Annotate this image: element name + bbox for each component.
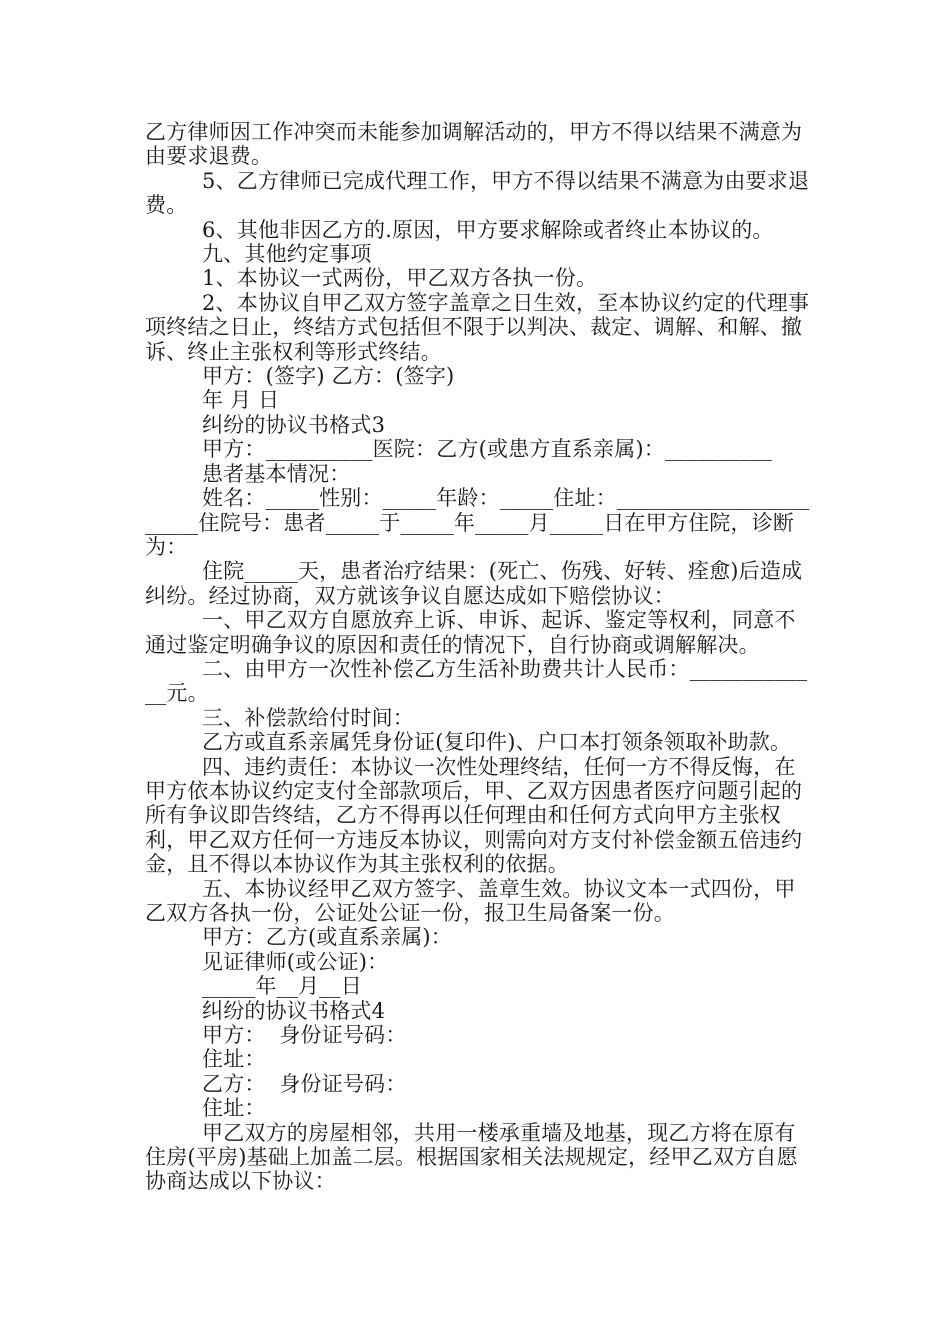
paragraph: 6、其他非因乙方的.原因，甲方要求解除或者终止本协议的。 (202, 217, 774, 242)
signature-line: 甲方：(签字) 乙方：(签字) (202, 364, 455, 389)
paragraph: 乙方律师因工作冲突而未能参加调解活动的，甲方不得以结果不满意为由要求退费。 (145, 120, 803, 169)
paragraph: 1、本协议一式两份，甲乙双方各执一份。 (202, 266, 598, 291)
date-line: 年 月 日 (202, 388, 280, 413)
patient-info: 姓名：_____性别：_____年龄：_____住址：_______________________住院号：患者_____于_____年_____月_____日在甲方住院，诊断为： (145, 486, 810, 559)
paragraph: 2、本协议自甲乙双方签字盖章之日生效，至本协议约定的代理事项终结之日止，终结方式包括但不限于以判决、裁定、调解、和解、撤诉、终止主张权利等形式终结。 (145, 290, 810, 364)
paragraph: 患者基本情况： (202, 461, 351, 486)
paragraph: 甲乙双方的房屋相邻，共用一楼承重墙及地基，现乙方将在原有住房(平房)基础上加盖二层。根据国家相关法规规定，经甲乙双方自愿协商达成以下协议： (145, 1120, 798, 1194)
paragraph: 住院_____天，患者治疗结果：(死亡、伤残、好转、痊愈)后造成纠纷。经过协商，双方就该争议自愿达成如下赔偿协议： (145, 559, 803, 608)
section-heading: 三、补偿款给付时间： (202, 705, 414, 730)
document-body (145, 120, 810, 1194)
paragraph: 乙方或直系亲属凭身份证(复印件)、户口本打领条领取补助款。 (202, 730, 792, 755)
party-line: 甲方：__________医院：乙方(或患方直系亲属)：__________ (202, 437, 772, 462)
section-title: 纠纷的协议书格式3 (202, 412, 386, 437)
signature-line: 甲方：乙方(或直系亲属)： (202, 925, 452, 950)
paragraph: 四、违约责任：本协议一次性处理终结，任何一方不得反悔，在甲方依本协议约定支付全部款项后，甲、乙双方因患者医疗问题引起的所有争议即告终结，乙方不得再以任何理由和任何方式向甲方主张权利，甲乙双方任何一方违反本协议，则需向对方支付补偿金额五倍违约金，且不得以本协议作为其主张权利的依据。 (145, 754, 803, 877)
witness-line: 见证律师(或公证)： (202, 949, 389, 974)
party-line: 甲方： 身份证号码： (202, 1023, 407, 1048)
paragraph: 五、本协议经甲乙双方签字、盖章生效。协议文本一式四份，甲乙双方各执一份，公证处公证一份，报卫生局备案一份。 (145, 876, 796, 925)
paragraph: 5、乙方律师已完成代理工作，甲方不得以结果不满意为由要求退费。 (145, 168, 810, 218)
paragraph: 二、由甲方一次性补偿乙方生活补助费共计人民币：_____________元。 (145, 656, 808, 706)
address-line: 住址： (202, 1096, 266, 1121)
section-title: 纠纷的协议书格式4 (202, 998, 386, 1023)
address-line: 住址： (202, 1047, 266, 1072)
date-line: _____年__月__日 (202, 974, 362, 999)
party-line: 乙方： 身份证号码： (202, 1071, 407, 1096)
paragraph: 一、甲乙双方自愿放弃上诉、申诉、起诉、鉴定等权利，同意不通过鉴定明确争议的原因和责任的情况下，自行协商或调解解决。 (145, 608, 796, 657)
section-heading: 九、其他约定事项 (202, 242, 372, 267)
